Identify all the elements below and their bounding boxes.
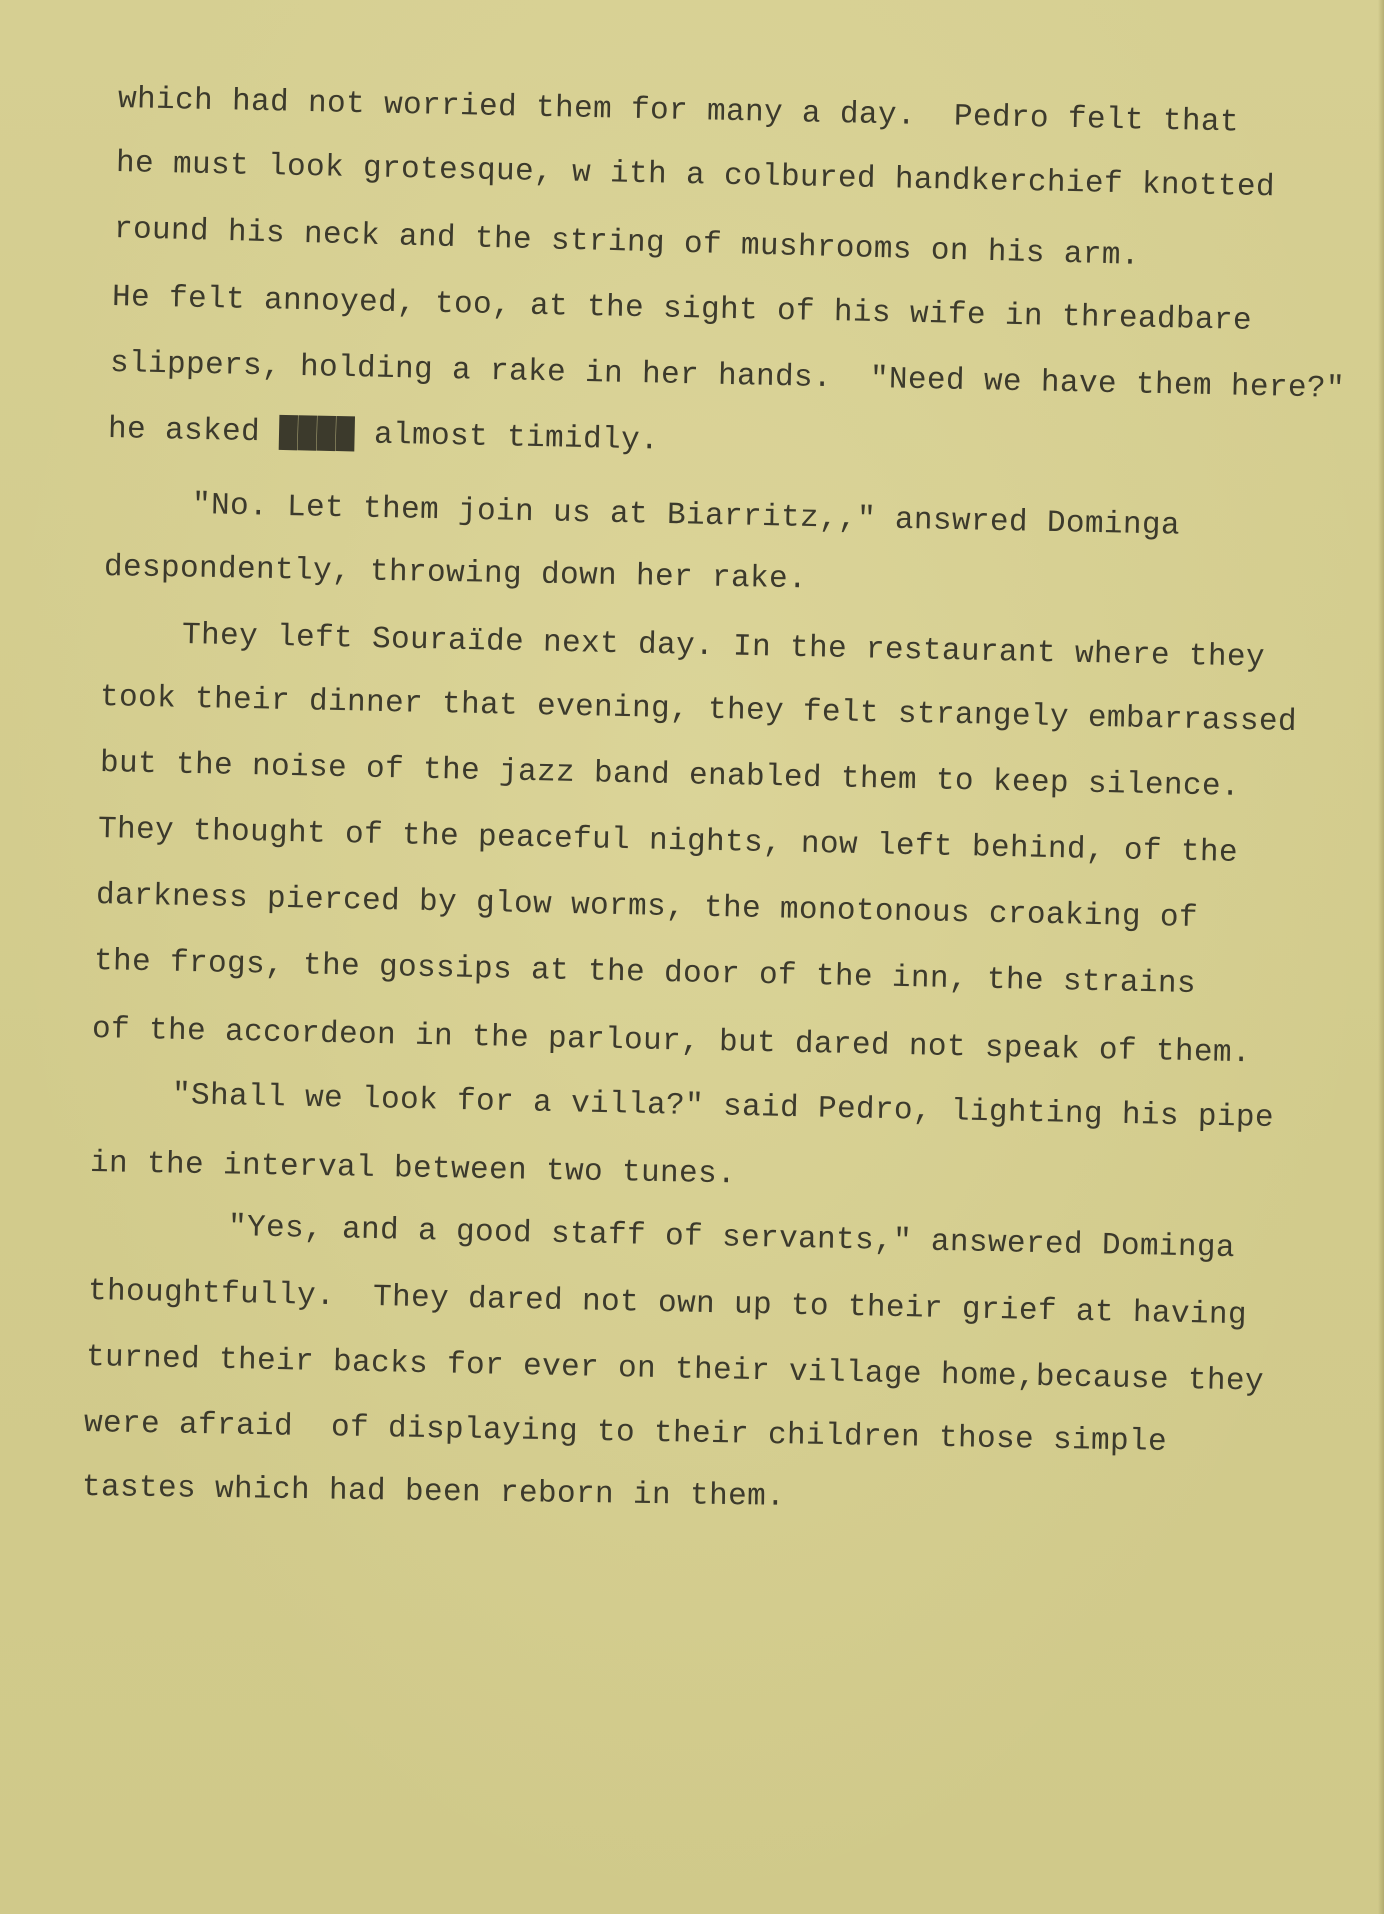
text-line: thoughtfully. They dared not own up to their grief at having — [87, 1274, 1248, 1334]
text-line: "No. Let them join us at Biarritz,," answred Dominga — [191, 488, 1181, 544]
text-line: were afraid of displaying to their children those simple — [83, 1406, 1168, 1460]
text-line: round his neck and the string of mushrooms on his arm. — [113, 212, 1141, 274]
text-line: They left Souraïde next day. In the restaurant where they — [181, 618, 1266, 676]
text-line: of the accordeon in the parlour, but dared not speak of them. — [91, 1012, 1252, 1072]
text-line: They thought of the peaceful nights, now left behind, of the — [97, 812, 1239, 871]
text-line: despondently, throwing down her rake. — [103, 550, 808, 598]
text-line: in the interval between two tunes. — [89, 1146, 737, 1193]
text-line: the frogs, the gossips at the door of the inn, the strains — [93, 944, 1197, 1003]
text-line: "Yes, and a good staff of servants," answered Dominga — [227, 1210, 1236, 1267]
text-line: he must look grotesque, w ith a colbured handkerchief knotted — [115, 146, 1276, 206]
text-line: but the noise of the jazz band enabled them to keep silence. — [99, 746, 1241, 805]
text-line: took their dinner that evening, they felt strangely embarrassed — [99, 680, 1298, 741]
text-line: He felt annoyed, too, at the sight of his wife in threadbare — [111, 280, 1253, 339]
text-line: he asked ████ almost timidly. — [107, 412, 660, 459]
text-line: tastes which had been reborn in them. — [81, 1470, 786, 1515]
text-line: darkness pierced by glow worms, the monotonous croaking of — [95, 878, 1199, 937]
text-line: "Shall we look for a villa?" said Pedro, lighting his pipe — [171, 1078, 1275, 1137]
text-line: which had not worried them for many a day. Pedro felt that — [117, 82, 1240, 141]
text-line: slippers, holding a rake in her hands. "Need we have them here?" — [109, 346, 1346, 407]
text-line: turned their backs for ever on their village home,because they — [85, 1340, 1265, 1400]
